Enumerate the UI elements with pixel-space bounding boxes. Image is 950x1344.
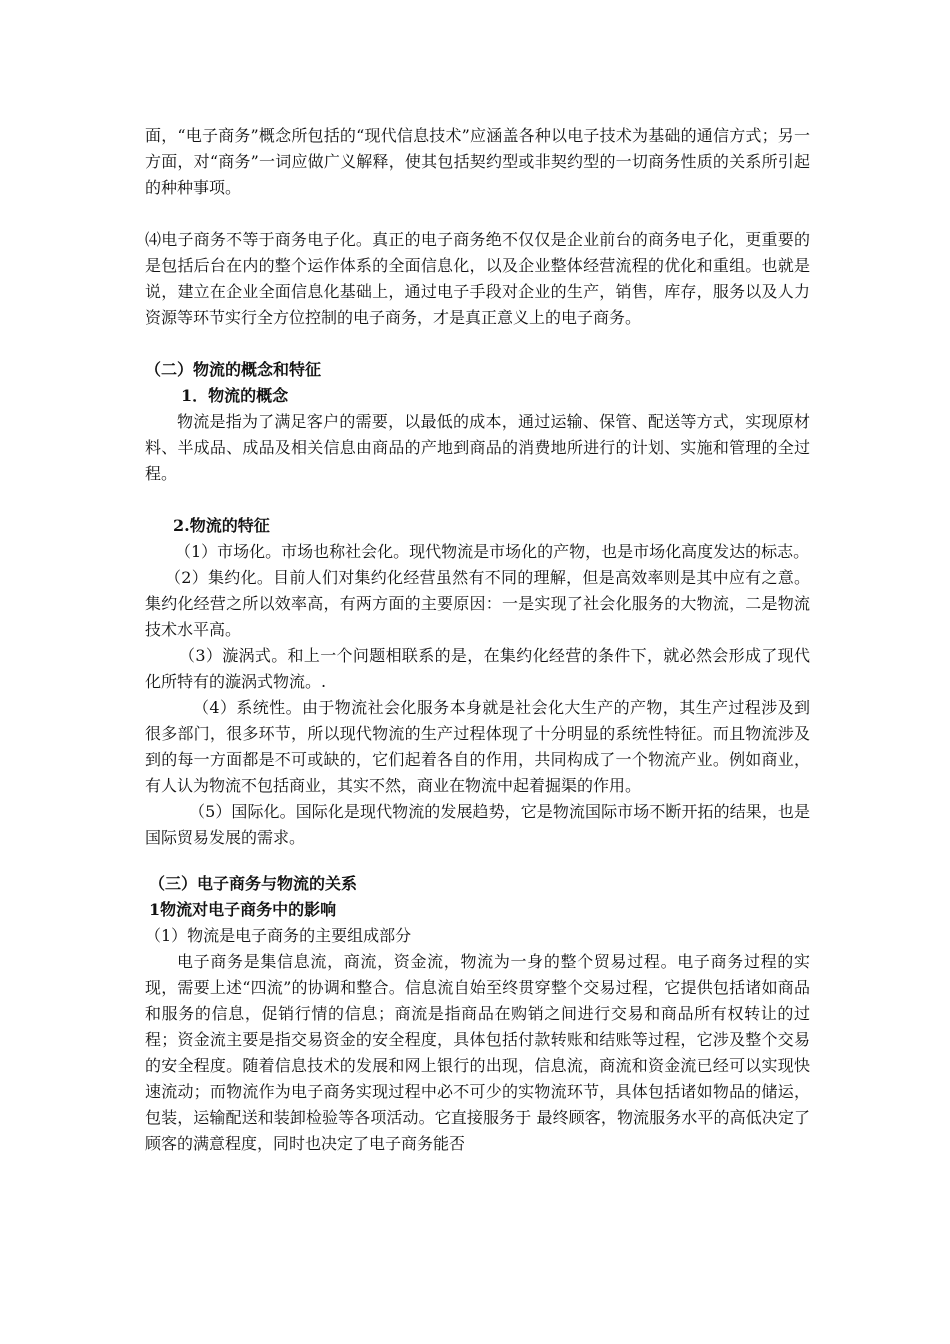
paragraph-feature-5: （5）国际化。国际化是现代物流的发展趋势，它是物流国际市场不断开拓的结果，也是国际贸易发展的需求。	[145, 802, 810, 847]
subheading-logistics-concept: 1．物流的概念	[181, 386, 289, 405]
document-body	[145, 123, 810, 1157]
paragraph-feature-4: （4）系统性。由于物流社会化服务本身就是社会化大生产的产物，其生产过程涉及到很多部门，很多环节，所以现代物流的生产过程体现了十分明显的系统性特征。而且物流涉及到的每一方面都是不可或缺的，它们起着各自的作用，共同构成了一个物流产业。例如商业，有人认为物流不包括商业，其实不然，商业在物流中起着掘渠的作用。	[145, 698, 810, 795]
section-heading-relationship: （三）电子商务与物流的关系	[149, 874, 358, 893]
paragraph-logistics-concept: 物流是指为了满足客户的需要，以最低的成本，通过运输、保管、配送等方式，实现原材料、半成品、成品及相关信息由商品的产地到商品的消费地所进行的计划、实施和管理的全过程。	[145, 412, 810, 483]
paragraph-feature-2: （2）集约化。目前人们对集约化经营虽然有不同的理解，但是高效率则是其中应有之意。集约化经营之所以效率高，有两方面的主要原因：一是实现了社会化服务的大物流，二是物流技术水平高。	[145, 568, 810, 639]
paragraph-impact-1-title: （1）物流是电子商务的主要组成部分	[145, 926, 412, 945]
paragraph-feature-3: （3）漩涡式。和上一个问题相联系的是，在集约化经营的条件下，就必然会形成了现代化所特有的漩涡式物流。.	[145, 646, 810, 691]
paragraph-impact-1-body: 电子商务是集信息流，商流，资金流，物流为一身的整个贸易过程。电子商务过程的实现，需要上述“四流”的协调和整合。信息流自始至终贯穿整个交易过程，它提供包括诸如商品和服务的信息，促销行情的信息；商流是指商品在购销之间进行交易和商品所有权转让的过程；资金流主要是指交易资金的安全程度，具体包括付款转账和结账等过程，它涉及整个交易的安全程度。随着信息技术的发展和网上银行的出现，信息流，商流和资金流已经可以实现快速流动；而物流作为电子商务实现过程中必不可少的实物流环节，具体包括诸如物品的储运，包装，运输配送和装卸检验等各项活动。它直接服务于 最终顾客，物流服务水平的高低决定了顾客的满意程度，同时也决定了电子商务能否	[145, 952, 810, 1153]
paragraph-definition-continued: 面，“电子商务”概念所包括的“现代信息技术”应涵盖各种以电子技术为基础的通信方式；另一方面，对“商务”一词应做广义解释，使其包括契约型或非契约型的一切商务性质的关系所引起的种种事项。	[145, 126, 810, 197]
subheading-logistics-features: 2.物流的特征	[173, 516, 270, 535]
paragraph-feature-1: （1）市场化。市场也称社会化。现代物流是市场化的产物，也是市场化高度发达的标志。	[175, 542, 810, 561]
section-heading-logistics: （二）物流的概念和特征	[145, 360, 322, 379]
subheading-logistics-impact: 1物流对电子商务中的影响	[149, 900, 337, 919]
paragraph-point-4: ⑷电子商务不等于商务电子化。真正的电子商务绝不仅仅是企业前台的商务电子化，更重要的是包括后台在内的整个运作体系的全面信息化，以及企业整体经营流程的优化和重组。也就是说，建立在企业全面信息化基础上，通过电子手段对企业的生产，销售，库存，服务以及人力资源等环节实行全方位控制的电子商务，才是真正意义上的电子商务。	[145, 230, 810, 327]
